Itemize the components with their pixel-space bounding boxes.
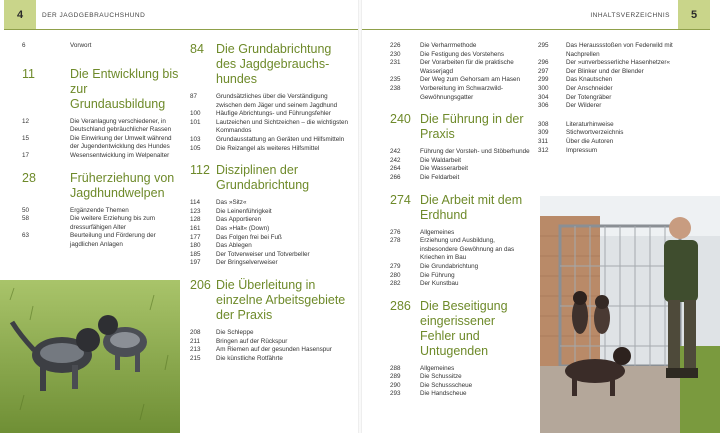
toc-entry [390, 263, 530, 272]
toc-entry-page: 103 [190, 135, 201, 143]
toc-entry [190, 208, 350, 217]
toc-entry-page: 264 [390, 165, 401, 173]
toc-entry-page: 197 [190, 259, 201, 267]
toc-entry [390, 174, 530, 183]
toc-entry-title: Die Schussitze [420, 373, 462, 381]
toc-entry-title: Wesensentwicklung im Welpenalter [70, 151, 170, 159]
toc-entry-page: 278 [390, 237, 401, 245]
toc-entry [190, 329, 350, 338]
toc-entry [190, 93, 350, 110]
toc-entry [190, 110, 350, 119]
book-gutter [358, 0, 362, 433]
toc-entry-title: Führung der Vorsteh- und Stöberhunde [420, 148, 530, 156]
hunter-with-dogs-photo-icon [540, 196, 720, 433]
toc-entry-page: 161 [190, 224, 201, 232]
toc-column-2 [190, 42, 350, 363]
toc-entry-page: 304 [538, 93, 549, 101]
toc-entry-page: 177 [190, 233, 201, 241]
chapter-page: 274 [390, 192, 411, 207]
toc-entry-page: 238 [390, 84, 401, 92]
toc-entry-title: Vorwort [70, 42, 92, 49]
toc-entry-title: Das Apportieren [216, 216, 262, 224]
toc-entry-title: Impressum [566, 146, 598, 154]
toc-entry-page: 308 [538, 120, 549, 128]
toc-entry-page: 231 [390, 59, 401, 67]
toc-entry-title: Die Veranlagung verschiedener, in Deutschland gebräuchlicher Rassen [70, 117, 172, 134]
toc-entry-title: Die Feldarbeit [420, 173, 460, 181]
toc-entry-page: 100 [190, 110, 201, 118]
chapter-title: Früherziehung von Jagdhundwelpen [70, 170, 175, 200]
toc-entry-page: 185 [190, 250, 201, 258]
toc-entry-title: Der »unverbesserliche Hasenhetzer« [566, 59, 670, 67]
toc-entry-page: 299 [538, 76, 549, 84]
toc-entry [538, 68, 698, 77]
toc-entry-title: Das Ablegen [216, 242, 252, 250]
toc-entry [390, 237, 530, 263]
toc-entry-page: 309 [538, 129, 549, 137]
chapter-heading [190, 42, 350, 87]
toc-entry [390, 85, 530, 102]
toc-entry-page: 215 [190, 354, 201, 362]
chapter-title: Die Führung in der Praxis [420, 112, 524, 142]
toc-entry [390, 42, 530, 51]
toc-entry-title: Der Bringselverweiser [216, 259, 278, 267]
chapter-heading [22, 67, 182, 112]
chapter-title: Die Grundabrichtung des Jagdgebrauchshundes [216, 42, 332, 86]
toc-entry-page: 58 [22, 215, 30, 223]
left-running-title: DER JAGDGEBRAUCHSHUND [42, 12, 146, 19]
toc-entry-page: 50 [22, 206, 30, 214]
toc-entry-page: 17 [22, 151, 30, 159]
toc-entry-title: Das »Halt« (Down) [216, 224, 270, 232]
toc-entry-page: 295 [538, 42, 549, 49]
toc-entry-page: 87 [190, 93, 198, 100]
toc-entry [390, 382, 530, 391]
chapter-heading [390, 112, 530, 142]
toc-entry-title: Die Einwirkung der Umwelt während der Jugendentwicklung des Hundes [70, 134, 172, 151]
toc-entry-title: Das Folgen frei bei Fuß [216, 233, 282, 241]
toc-entry-title: Lautzeichen und Sichtzeichen – die wichtigsten Kommandos [216, 118, 348, 135]
chapter-heading [390, 193, 530, 223]
toc-entry-title: Die Wasserarbeit [420, 165, 469, 173]
toc-entry-page: 15 [22, 134, 30, 142]
right-page-number: 5 [678, 0, 710, 30]
toc-entry-title: Die Festigung des Vorstehens [420, 50, 505, 58]
toc-entry [390, 390, 530, 399]
toc-entry-title: Die Reizangel als weiteres Hilfsmittel [216, 144, 320, 152]
toc-entry [190, 355, 350, 364]
toc-entry [190, 225, 350, 234]
toc-entry-title: Der Totverweiser und Totverbeller [216, 250, 310, 258]
toc-entry-title: Der Totengräber [566, 93, 612, 101]
toc-column-1 [22, 42, 182, 250]
toc-entry-title: Grundsätzliches über die Verständigung zwischen dem Jäger und seinem Jagdhund [216, 93, 338, 109]
toc-entry [22, 118, 182, 135]
toc-entry [390, 59, 530, 76]
puppies-photo [0, 280, 180, 433]
header-rule-left [4, 29, 358, 30]
toc-entry [22, 135, 182, 152]
toc-entry-title: Die Führung [420, 271, 455, 279]
toc-entry-page: 211 [190, 337, 201, 345]
toc-entry-title: Ergänzende Themen [70, 206, 129, 214]
toc-entry-title: Literaturhinweise [566, 120, 614, 128]
toc-entry-page: 300 [538, 84, 549, 92]
toc-entry [538, 94, 698, 103]
toc-entry [22, 42, 182, 51]
toc-entry [22, 215, 182, 232]
toc-entry-title: Vorbereitung im Schwarzwild-Gewöhnungsgatter [420, 84, 503, 101]
toc-entry [190, 251, 350, 260]
toc-entry-title: Der Kunstbau [420, 280, 459, 288]
chapter-page: 286 [390, 298, 411, 313]
toc-entry-title: Die Schussscheue [420, 381, 473, 389]
chapter-page: 28 [22, 170, 36, 185]
toc-entry-page: 180 [190, 242, 201, 250]
chapter-heading [390, 299, 530, 359]
toc-entry [390, 157, 530, 166]
toc-entry-page: 280 [390, 271, 401, 279]
toc-entry [390, 148, 530, 157]
toc-entry-title: Über die Autoren [566, 137, 614, 145]
toc-entry [390, 373, 530, 382]
toc-entry-page: 230 [390, 50, 401, 58]
toc-entry-title: Das »Sitz« [216, 199, 247, 207]
toc-entry [390, 51, 530, 60]
chapter-title: Die Beseitigung eingerissener Fehler und Untugenden [420, 298, 508, 358]
toc-entry [190, 199, 350, 208]
toc-entry [190, 346, 350, 355]
right-running-title: INHALTSVERZEICHNIS [590, 12, 670, 19]
toc-entry-page: 290 [390, 381, 401, 389]
chapter-page: 206 [190, 277, 211, 292]
chapter-heading [190, 278, 350, 323]
chapter-heading [22, 171, 182, 201]
toc-entry [390, 165, 530, 174]
toc-entry-title: Allgemeines [420, 364, 455, 372]
toc-entry-page: 105 [190, 144, 201, 152]
toc-entry-title: Das Knautschen [566, 76, 613, 84]
toc-entry [190, 242, 350, 251]
toc-entry-page: 213 [190, 346, 201, 354]
toc-entry [538, 138, 698, 147]
toc-entry [390, 280, 530, 289]
toc-entry [190, 338, 350, 347]
toc-entry-page: 123 [190, 207, 201, 215]
toc-entry [538, 85, 698, 94]
toc-entry-page: 288 [390, 364, 401, 372]
toc-entry-page: 266 [390, 173, 401, 181]
toc-entry [190, 234, 350, 243]
toc-entry [538, 147, 698, 156]
toc-entry-page: 208 [190, 328, 201, 336]
toc-entry-title: Stichwortverzeichnis [566, 129, 624, 137]
toc-entry-title: Das Heraussstoßen von Federwild mit Nachprellen [566, 42, 673, 58]
toc-entry-page: 226 [390, 42, 401, 49]
toc-column-4 [538, 42, 698, 155]
toc-entry [190, 136, 350, 145]
toc-entry-title: Grundausstattung an Geräten und Hilfsmitteln [216, 135, 345, 143]
chapter-title: Die Arbeit mit dem Erdhund [420, 192, 523, 222]
toc-entry [22, 152, 182, 161]
toc-entry [22, 232, 182, 249]
toc-entry [190, 216, 350, 225]
puppies-photo-icon [0, 280, 180, 433]
toc-entry-title: Die Waldarbeit [420, 156, 462, 164]
toc-entry-title: Die Grundabrichtung [420, 262, 479, 270]
left-page-number: 4 [4, 0, 36, 30]
toc-entry-page: 289 [390, 373, 401, 381]
toc-entry [190, 145, 350, 154]
toc-entry-title: Die Verharrmethode [420, 42, 477, 49]
toc-entry-title: Die Schleppe [216, 328, 254, 336]
toc-entry [538, 76, 698, 85]
toc-column-3 [390, 42, 530, 399]
toc-entry-page: 279 [390, 262, 401, 270]
toc-entry-page: 114 [190, 199, 201, 207]
toc-entry-title: Die Handscheue [420, 390, 467, 398]
toc-entry [390, 365, 530, 374]
chapter-title: Die Entwicklung bis zur Grundausbildung [70, 66, 179, 111]
toc-entry-title: Häufige Abrichtungs- und Führungsfehler [216, 110, 331, 118]
chapter-page: 84 [190, 42, 204, 56]
hunter-with-dogs-photo [540, 196, 720, 433]
toc-entry-title: Erziehung und Ausbildung, insbesondere Gewöhnung an das Kriechen im Bau [420, 237, 515, 262]
toc-entry [390, 76, 530, 85]
toc-entry-title: Der Vorarbeiten für die praktische Wasserjagd [420, 59, 514, 75]
chapter-title: Die Überleitung in einzelne Arbeitsgebiete der Praxis [216, 277, 346, 322]
chapter-title: Disziplinen der Grundabrichtung [216, 163, 310, 193]
toc-entry-title: Die künstliche Rotfährte [216, 354, 283, 362]
toc-entry-title: Der Weg zum Gehorsam am Hasen [420, 76, 520, 84]
toc-entry-title: Beurteilung und Förderung der jagdlichen Anlagen [70, 232, 156, 248]
toc-entry-title: Der Anschneider [566, 84, 613, 92]
toc-entry [190, 119, 350, 136]
toc-entry-page: 242 [390, 148, 401, 156]
toc-entry-title: Der Blinker und der Blender [566, 67, 644, 75]
toc-entry-page: 235 [390, 76, 401, 84]
toc-entry-page: 311 [538, 137, 549, 145]
toc-entry [190, 259, 350, 268]
chapter-page: 112 [190, 163, 210, 178]
toc-entry-page: 12 [22, 117, 30, 125]
group-spacer [538, 111, 698, 121]
chapter-page: 11 [22, 66, 35, 81]
toc-entry-page: 282 [390, 280, 401, 288]
toc-entry-title: Allgemeines [420, 228, 455, 236]
toc-entry-page: 293 [390, 390, 401, 398]
toc-entry [390, 272, 530, 281]
toc-entry-page: 101 [190, 118, 201, 126]
toc-entry [538, 102, 698, 111]
toc-entry [390, 229, 530, 238]
toc-entry-page: 296 [538, 59, 549, 67]
toc-entry-title: Bringen auf der Rückspur [216, 337, 288, 345]
toc-entry-page: 128 [190, 216, 201, 224]
toc-entry-page: 297 [538, 67, 549, 75]
toc-entry-page: 276 [390, 228, 401, 236]
header-rule-right [362, 29, 710, 30]
toc-entry [538, 121, 698, 130]
toc-entry-title: Am Riemen auf der gesunden Hasenspur [216, 346, 332, 354]
toc-entry-page: 6 [22, 42, 26, 49]
toc-entry [538, 129, 698, 138]
toc-entry-title: Die Leinenführigkeit [216, 207, 272, 215]
toc-entry-page: 242 [390, 156, 401, 164]
chapter-heading [190, 163, 350, 193]
toc-entry-page: 306 [538, 102, 549, 110]
toc-entry-page: 63 [22, 232, 30, 240]
toc-entry-page: 312 [538, 146, 549, 154]
toc-entry-title: Der Wilderer [566, 102, 602, 110]
toc-entry-title: Die weitere Erziehung bis zum dressurfähigen Alter [70, 215, 156, 231]
toc-entry [538, 59, 698, 68]
toc-entry [22, 207, 182, 216]
chapter-page: 240 [390, 112, 411, 127]
toc-entry [538, 42, 698, 59]
